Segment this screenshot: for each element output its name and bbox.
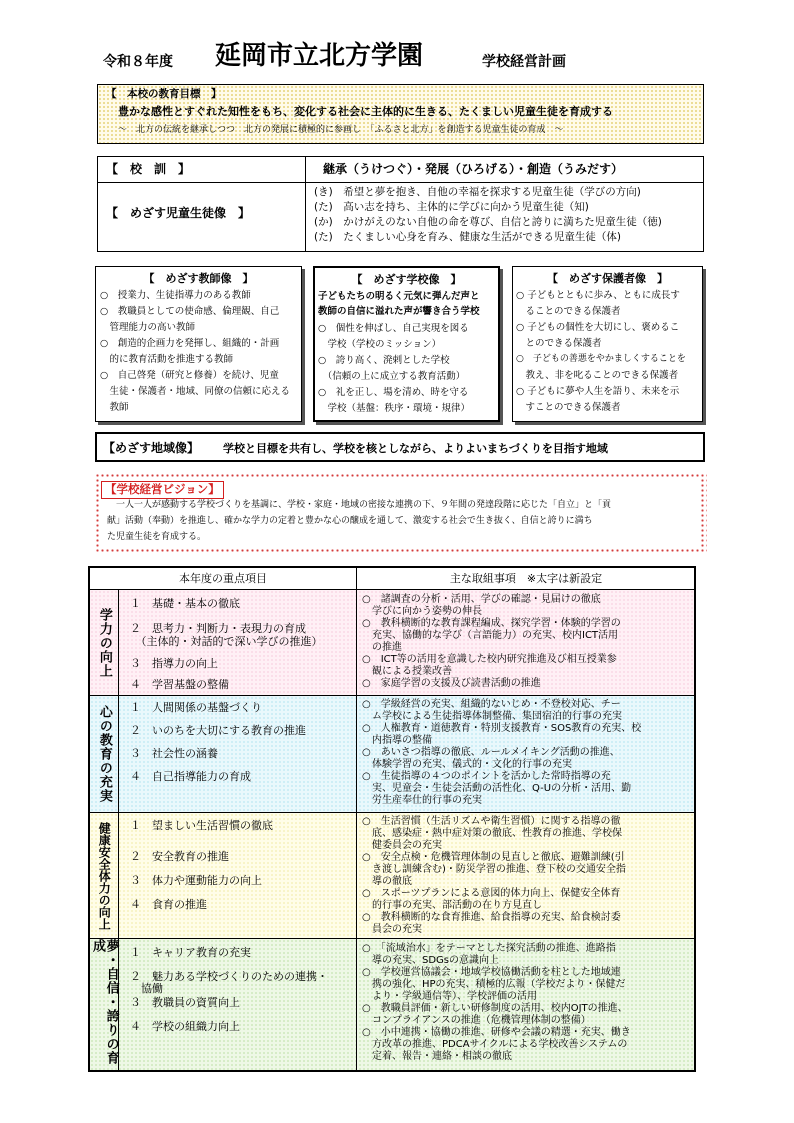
ideal-parent-line: ることのできる保護者 [516,306,621,317]
section-detail: ○ 諸調査の分析・活用、学びの確認・見届けの徹底 [362,594,601,605]
ideal-teacher-line: ○ 自己啓発（研究と修養）を続け、児童 [100,370,279,381]
ideal-parent-line: ○ 子どもとともに歩み、ともに成長す [516,290,680,301]
section-detail: ○ 小中連携・協働の推進、研修や会議の精選・充実、働き [362,1027,631,1038]
vision-label: 【学校経営ビジョン】 [101,481,224,499]
section-category [90,813,118,938]
education-goal-box [97,84,704,144]
section-detail: 携の強化、HPの充実、積極的広報（学校だより・保健だ [362,979,626,990]
ideal-school-box [313,266,500,422]
section-detail: ○ ICT等の活用を意識した校内研究推進及び相互授業参 [362,654,617,665]
section-detail: 的行事の充実、部活動の在り方見直し [362,900,542,911]
section-category [90,696,118,812]
ideal-parent-label: 【 めざす保護者像 】 [547,272,668,285]
section-category [90,590,118,695]
section-detail: 実、児童会・生徒会活動の活性化、Q-Uの分析・活用、勤 [362,783,632,794]
ideal-parent-box [512,266,703,422]
section-detail: 観による授業改善 [362,666,452,677]
ideal-parent-line: ○ 子どもに夢や人生を語り、未来を示 [516,386,680,397]
section-detail: 学びに向かう姿勢の伸長 [362,606,482,617]
vision-line: 一人一人が感動する学校づくりを基調に、学校・家庭・地域の密接な連携の下、９年間の発達段階に応じた「自立」と「貢 [107,500,612,510]
table-section [90,812,694,938]
section-detail: ○ 人権教育・道徳教育・特別支援教育・SOS教育の充実、校 [362,723,642,734]
section-item: １ キャリア教育の充実 [130,946,251,959]
section-detail: ○ 学校運営協議会・地域学校協働活動を柱とした地域連 [362,967,621,978]
section-item: ４ 学校の組織力向上 [130,1020,240,1033]
ideal-school-line: ○ 個性を伸ばし、自己実現を図る [318,323,469,334]
ideal-community-label: 【めざす地域像】 [103,441,200,455]
section-detail: き渡し訓練含む)・防災学習の推進、登下校の交通安全指 [362,864,626,875]
ideal-school-line: ○ 礼を正し、場を清め、時を守る [318,387,469,398]
ideal-student-item: (た) 高い志を持ち、主体的に学びに向かう児童生徒（知) [314,201,589,213]
vision-frame [95,473,707,553]
ideal-parent-line: 教え、非を叱ることのできる保護者 [516,370,679,381]
motto-label: 【 校 訓 】 [106,162,191,176]
ideal-student-item: (か) かけがえのない自他の命を尊び、自信と誇りに満ちた児童生徒（徳) [314,216,662,228]
table-header-actions: 主な取組事項 ※太字は新設定 [449,572,603,585]
section-detail: ○ あいさつ指導の徹底、ルールメイキング活動の推進、 [362,747,620,758]
section-detail: 定着、報告・連絡・相談の徹底 [362,1051,512,1062]
table-header-priority: 本年度の重点項目 [179,572,267,585]
section-detail: ○ 生活習慣（生活リズムや衛生習慣）に関する指導の徹 [362,816,621,827]
section-item: ３ 社会性の涵養 [130,747,218,760]
ideal-parent-line: すことのできる保護者 [516,402,621,413]
section-detail: ム学校による生徒指導体制整備、集団宿泊的行事の充実 [362,711,622,722]
section-item: １ 基礎・基本の徹底 [130,597,240,610]
ideal-teacher-box [95,266,302,422]
ideal-school-line: ○ 誇り高く、溌剌とした学校 [318,355,450,366]
ideal-parent-line: とのできる保護者 [516,338,602,349]
vision-line: た児童生徒を育成する。 [107,532,207,542]
section-detail: 体験学習の充実、儀式的・文化的行事の充実 [362,759,572,770]
fiscal-year: 令和８年度 [103,54,173,70]
section-detail: の推進 [362,642,402,653]
doc-title: 学校経営計画 [482,54,566,70]
ideal-teacher-line: 生徒・保護者・地域、同僚の信頼に応える [100,386,291,397]
section-detail: ○ 教科横断的な食育推進、給食指導の充実、給食検討委 [362,912,621,923]
section-detail: コンプライアンスの推進（危機管理体制の整備） [362,1015,591,1026]
vision-line: 献」活動（奉動）を推進し、確かな学力の定着と豊かな心の醸成を通して、激変する社会で生き抜く、自信と誇りに満ち [107,516,593,526]
ideal-parent-line: ○ 子どもの個性を大切にし、褒めるこ [516,322,680,333]
section-item: ４ 自己指導能力の育成 [130,770,251,783]
section-item: ３ 指導力の向上 [130,657,218,670]
ideal-school-head: 教師の自信に溢れた声が響き合う学校 [318,306,480,317]
section-item: ２ 思考力・判断力・表現力の育成 [130,622,306,635]
education-goal-label: 【 本校の教育目標 】 [106,88,222,100]
table-section [90,938,694,1070]
section-detail: 内指導の整備 [362,735,432,746]
section-item: ２ 魅力ある学校づくりのための連携・ [130,970,328,983]
school-name: 延岡市立北方学園 [215,41,424,71]
section-item: ３ 体力や運動能力の向上 [130,874,262,887]
section-item: ４ 食育の推進 [130,898,207,911]
section-detail: 底、感染症・熱中症対策の徹底、性教育の推進、学校保 [362,828,622,839]
ideal-school-head: 子どもたちの明るく元気に弾んだ声と [318,291,480,302]
section-detail: 導の徹底 [362,876,412,887]
ideal-community-box [95,432,705,462]
ideal-student-item: (き) 希望と夢を抱き、自他の幸福を探求する児童生徒（学びの方向) [314,186,641,198]
section-detail: 充実、協働的な学び（言語能力）の充実、校内ICT活用 [362,630,619,641]
ideal-teacher-line: ○ 授業力、生徒指導力のある教師 [100,290,251,301]
section-item: 協働 [130,982,163,995]
section-item: ２ 安全教育の推進 [130,850,229,863]
ideal-student-label: 【 めざす児童生徒像 】 [106,206,251,220]
ideal-school-line: （信頼の上に成立する教育活動） [318,371,466,382]
ideal-teacher-line: ○ 創造的企画力を発揮し、組織的・計画 [100,338,280,349]
section-detail: より・学級通信等）、学校評価の活用 [362,991,537,1002]
section-detail: ○ 「流域治水」をテーマとした探究活動の推進、進路指 [362,943,616,954]
ideal-school-line: 学校（基盤：秩序・環境・規律） [318,403,471,414]
ideal-teacher-line: 的に教育活動を推進する教師 [100,354,234,365]
section-detail: 導の充実、SDGsの意識向上 [362,955,500,966]
section-category-label: 健康安全体力の向上 [97,821,112,930]
section-detail: ○ スポーツプランによる意図的体力向上、保健安全体育 [362,888,621,899]
ideal-teacher-line: 管理能力の高い教師 [100,322,196,333]
section-detail: ○ 学級経営の充実、組織的ないじめ・不登校対応、チー [362,699,621,710]
section-detail: 労生産奉仕的行事の充実 [362,795,482,806]
ideal-school-line: 学校（学校のミッション） [318,339,442,350]
section-category [90,939,118,1070]
ideal-community-text: 学校と目標を共有し、学校を核としながら、よりよいまちづくりを目指す地域 [223,442,608,455]
section-detail: ○ 安全点検・危機管理体制の見直しと徹底、避難訓練(引 [362,852,625,863]
ideal-parent-line: ○ 子どもの善悪をやかましくすることを [516,354,686,364]
section-detail: ○ 教職員評価・新しい研修制度の活用、校内OJTの推進、 [362,1003,628,1014]
section-detail: ○ 家庭学習の支援及び読書活動の推進 [362,678,541,689]
ideal-student-item: (た) たくましい心身を育み、健康な生活ができる児童生徒（体) [314,231,621,243]
section-detail: ○ 生徒指導の４つのポイントを活かした常時指導の充 [362,771,611,782]
section-item: （主体的・対話的で深い学びの推進） [130,635,323,648]
ideal-teacher-label: 【 めざす教師像 】 [143,272,254,285]
section-detail: ○ 教科横断的な教育課程編成、探究学習・体験的学習の [362,618,621,629]
section-detail: 健委員会の充実 [362,840,442,851]
motto-box [97,156,704,252]
ideal-teacher-line: 教師 [100,402,129,413]
section-category-label: 心の教育の充実 [96,705,112,803]
motto-text: 継承（うけつぐ）・発展（ひろげる）・創造（うみだす） [323,162,624,176]
table-section [90,590,694,695]
section-category-label: 夢・自信・誇りの育成 [90,939,119,1065]
section-detail: 員会の充実 [362,924,422,935]
section-category-label: 学力の向上 [96,607,112,678]
ideal-teacher-line: ○ 教職員としての使命感、倫理観、自己 [100,306,280,317]
section-item: ４ 学習基盤の整備 [130,678,229,691]
section-item: ２ いのちを大切にする教育の推進 [130,724,306,737]
section-detail: 方改革の推進、PDCAサイクルによる学校改善システムの [362,1039,628,1050]
priority-table [88,566,696,1072]
table-section [90,695,694,812]
section-item: １ 人間関係の基盤づくり [130,701,262,714]
section-item: ３ 教職員の資質向上 [130,996,240,1009]
ideal-school-label: 【 めざす学校像 】 [351,273,462,286]
section-item: １ 望ましい生活習慣の徹底 [130,819,273,832]
education-goal-sub: ～ 北方の伝統を継承しつつ 北方の発展に積極的に参画し 「ふるさと北方」を創造する児童生徒の育成 ～ [118,125,564,135]
education-goal-main: 豊かな感性とすぐれた知性をもち、変化する社会に主体的に生きる、たくましい児童生徒を育成する [118,105,613,118]
